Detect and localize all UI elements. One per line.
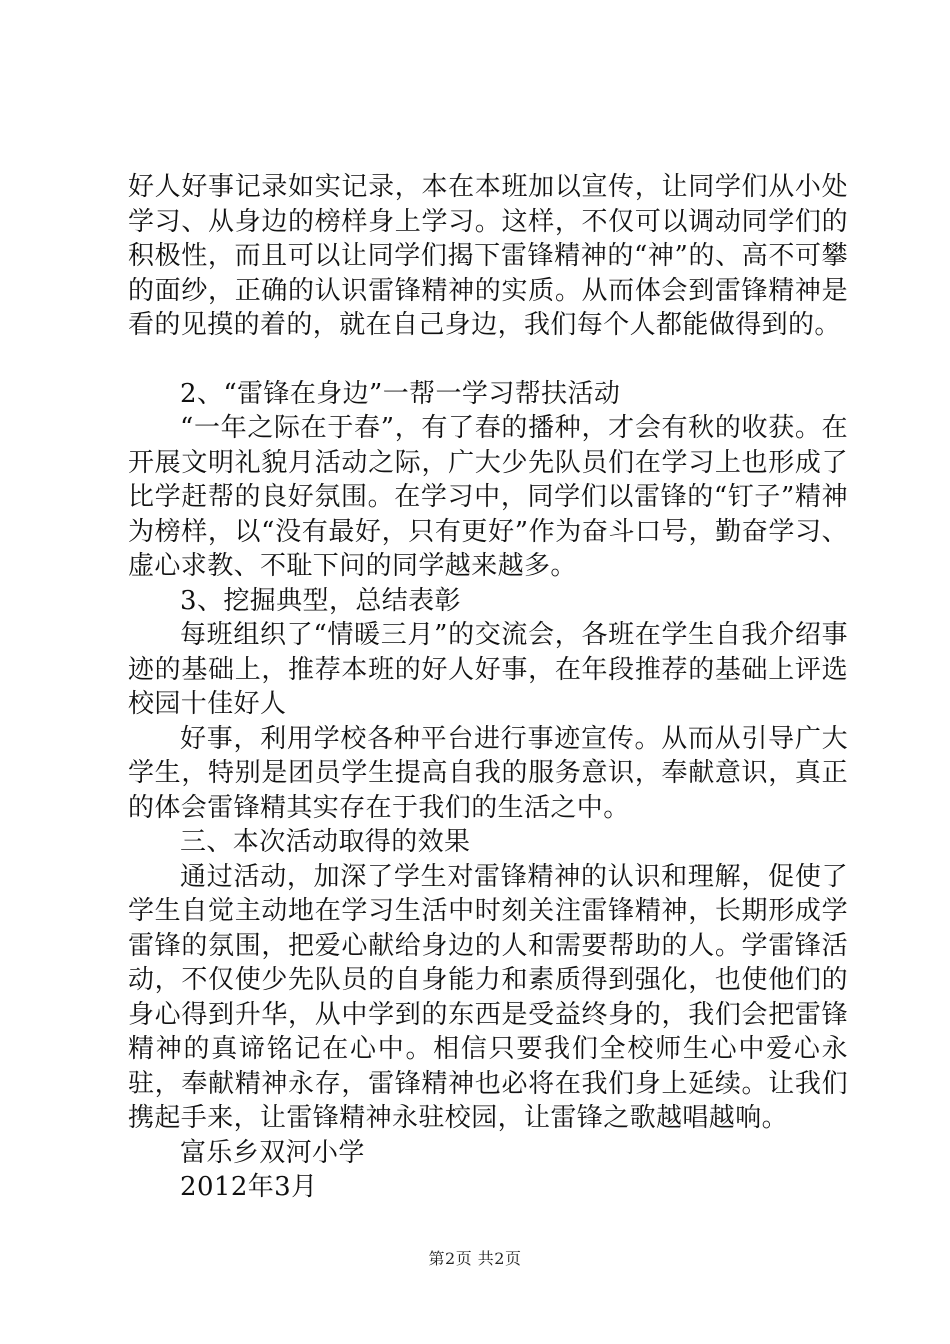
signature-date: 2012年3月 [180, 1172, 318, 1202]
paragraph-results: 通过活动，加深了学生对雷锋精神的认识和理解，促使了学生自觉主动地在学习生活中时刻关注雷锋精神，长期形成学雷锋的氛围，把爱心献给身边的人和需要帮助的人。学雷锋活动，不仅使少先队员的自身能力和素质得到强化，也使他们的身心得到升华，从中学到的东西是受益终身的，我们会把雷锋精神的真谛铭记在心中。相信只要我们全校师生心中爱心永驻，奉献精神永存，雷锋精神也必将在我们身上延续。让我们携起手来，让雷锋精神永驻校园，让雷锋之歌越唱越响。 [128, 861, 848, 1133]
section-heading-results: 三、本次活动取得的效果 [180, 827, 471, 857]
signature-school: 富乐乡双河小学 [180, 1137, 365, 1168]
paragraph-exchange-meeting: 每班组织了“情暖三月”的交流会，各班在学生自我介绍事迹的基础上，推荐本班的好人好事，在年段推荐的基础上评选校园十佳好人 [128, 620, 848, 719]
page-footer: 第2页 共2页 [428, 1249, 522, 1268]
paragraph-gap [128, 343, 848, 377]
section-heading-2: 2、“雷锋在身边”一帮一学习帮扶活动 [180, 378, 621, 409]
document-body [128, 170, 848, 1205]
paragraph-continuation: 好人好事记录如实记录，本在本班加以宣传，让同学们从小处学习、从身边的榜样身上学习。这样，不仅可以调动同学们的积极性，而且可以让同学们揭下雷锋精神的“神”的、高不可攀的面纱，正确的认识雷锋精神的实质。从而体会到雷锋精神是看的见摸的着的，就在自己身边，我们每个人都能做得到的。 [128, 172, 848, 340]
paragraph-study-help: “一年之际在于春”，有了春的播种，才会有秋的收获。在开展文明礼貌月活动之际，广大少先队员们在学习上也形成了比学赶帮的良好氛围。在学习中，同学们以雷锋的“钉子”精神为榜样，以“没有最好，只有更好”作为奋斗口号，勤奋学习、虚心求教、不耻下问的同学越来越多。 [128, 413, 848, 581]
section-heading-3: 3、挖掘典型，总结表彰 [180, 585, 461, 616]
paragraph-promotion: 好事，利用学校各种平台进行事迹宣传。从而从引导广大学生，特别是团员学生提高自我的服务意识，奉献意识，真正的体会雷锋精其实存在于我们的生活之中。 [128, 723, 848, 823]
